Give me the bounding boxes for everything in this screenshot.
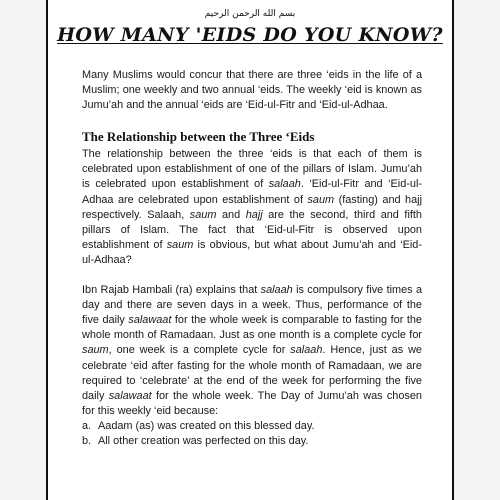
list-marker: b. bbox=[82, 434, 92, 447]
paragraph-spacer bbox=[82, 268, 422, 283]
page-title: HOW MANY 'EIDS DO YOU KNOW? bbox=[57, 24, 443, 46]
ibn-rajab-paragraph: Ibn Rajab Hambali (ra) explains that salaah is compulsory five times a day and there are seven days in a week. Thus, performance of the five daily salawaat for the whole week is comparable to fasting for the whole month of Ramadaan. Just as one month is a complete cycle for saum, one week is a complete cycle for salaah. Hence, just as we celebrate ‘eid after fasting for the whole month of Ramadaan, we are required to ‘celebrate’ at the end of the week for performing the five daily salawaat for the whole week. The Day of Jumu’ah was chosen for this weekly ‘eid because: bbox=[82, 284, 422, 417]
section-heading: The Relationship between the Three ‘Eids bbox=[82, 129, 315, 145]
list-marker: a. bbox=[82, 419, 92, 432]
list-item bbox=[82, 434, 422, 449]
document-body bbox=[82, 68, 422, 449]
list-item-text: All other creation was perfected on this day. bbox=[98, 434, 309, 447]
bismillah-header: بسم الله الرحمن الرحيم bbox=[204, 9, 296, 19]
relationship-paragraph: The relationship between the three ‘eids is that each of them is celebrated upon establishment of one of the pillars of Islam. Jumu’ah is celebrated upon establishment of salaah. ‘Eid-ul-Fitr and ‘Eid-ul-Adhaa are celebrated upon establishment of saum (fasting) and hajj respectively. Salaah, saum and hajj are the second, third and fifth pillars of Islam. The fact that ‘Eid-ul-Fitr is observed upon establishment of saum is obvious, but what about Jumu’ah and ‘Eid-ul-Adhaa? bbox=[82, 148, 423, 266]
document-page bbox=[46, 0, 454, 500]
list-item-text: Aadam (as) was created on this blessed day. bbox=[98, 419, 315, 432]
list-item bbox=[82, 419, 422, 434]
intro-paragraph: Many Muslims would concur that there are three ‘eids in the life of a Muslim; one weekly and two annual ‘eids. The weekly ‘eid is known as Jumu’ah and the annual ‘eids are ‘Eid-ul-Fitr and ‘Eid-ul-Adhaa. bbox=[82, 69, 422, 112]
reasons-list bbox=[82, 419, 422, 449]
